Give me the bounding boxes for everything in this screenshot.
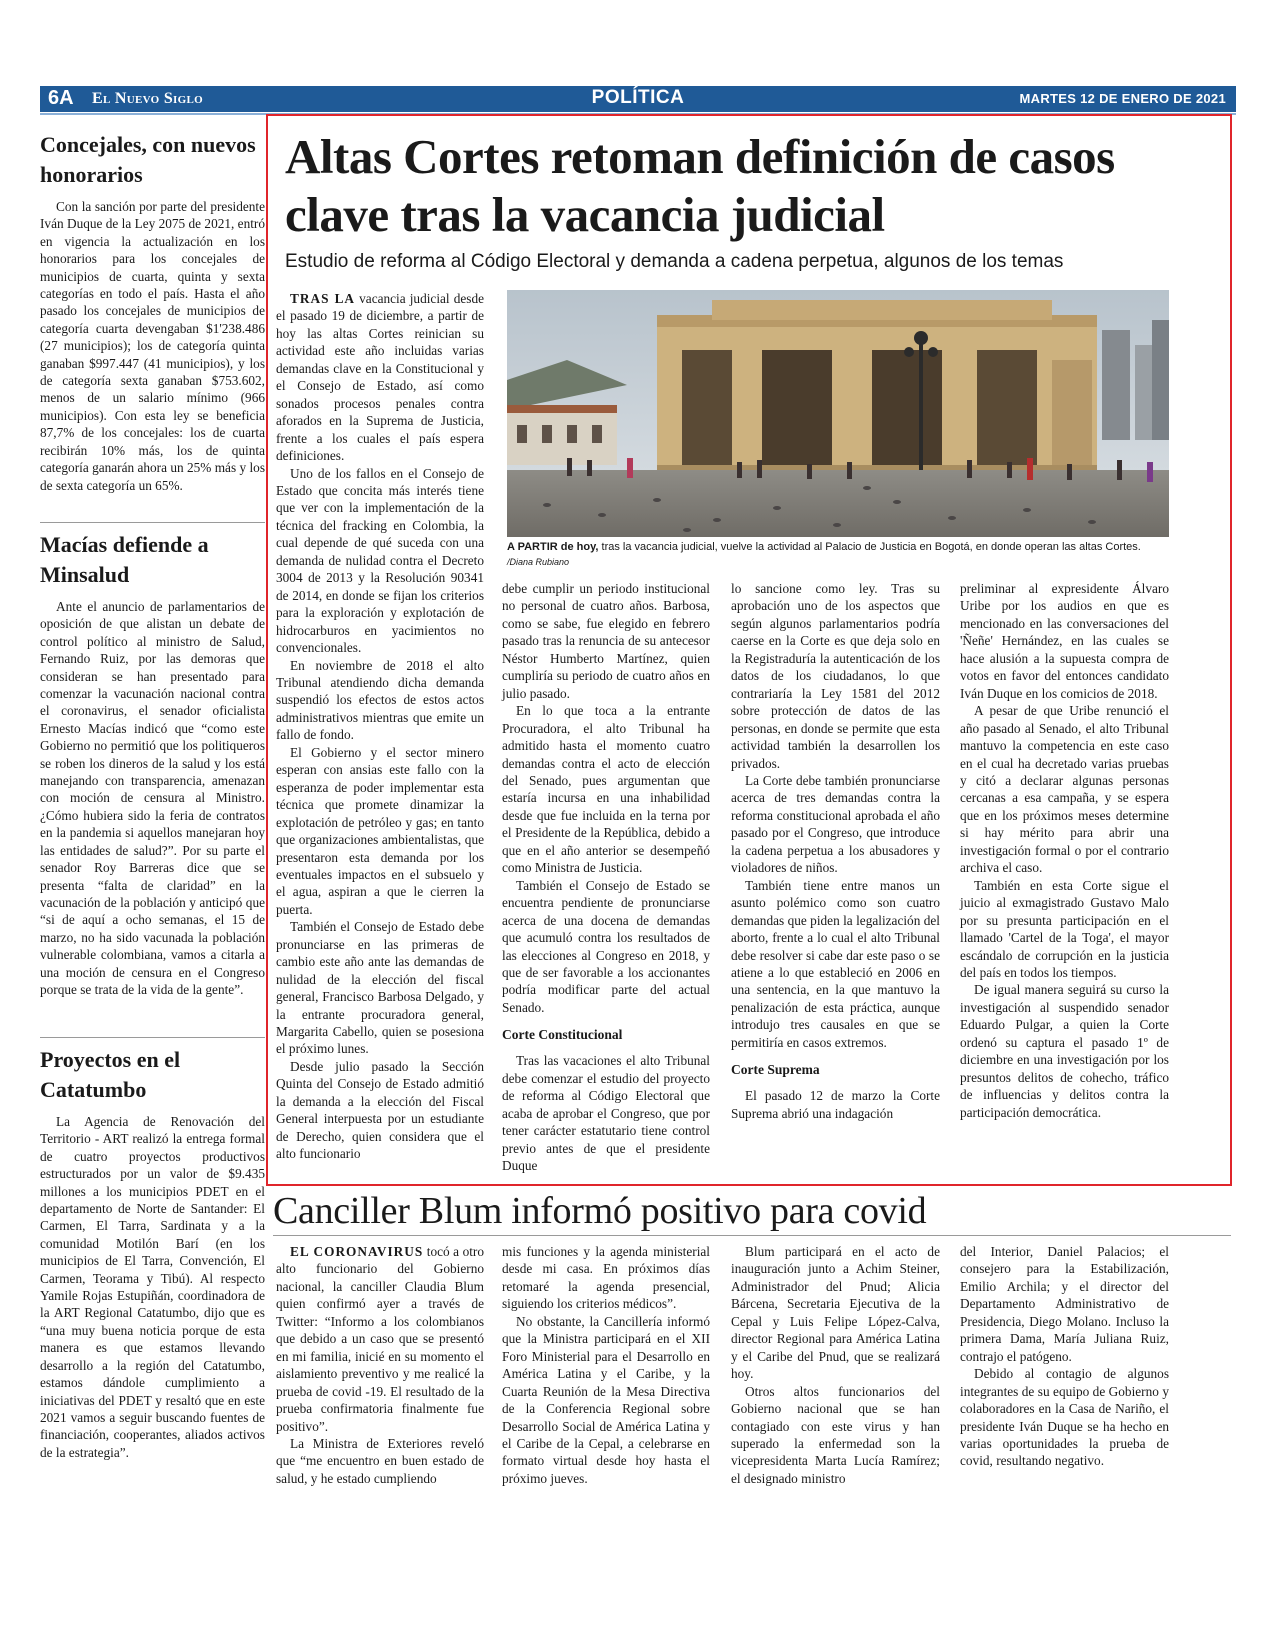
publication-name: El Nuevo Siglo — [92, 90, 203, 107]
paragraph: La Ministra de Exteriores reveló que “me encuentro en buen estado de salud, y he estado cumpliendo — [276, 1435, 484, 1486]
photo-credit: /Diana Rubiano — [507, 557, 570, 567]
paragraph: El Gobierno y el sector minero esperan con ansias este fallo con la esperanza de poder implementar esta técnica que promete dinamizar la explotación de petróleo y gas; en tanto que organizaciones ambientalistas, que presentaron esta demanda por los eventuales impactos en el subsuelo y el agua, aspiran a que le cierren la puerta. — [276, 744, 484, 917]
paragraph: También el Consejo de Estado debe pronunciarse en las primeras de cambio este año ante las demandas de nulidad de la elección del fiscal general, Francisco Barbosa Delgado, y la entrante procuradora general, Margarita Cabello, quien se posesiona el próximo lunes. — [276, 919, 484, 1057]
paragraph: Desde julio pasado la Sección Quinta del Consejo de Estado admitió la demanda a la elección del Fiscal General interpuesta por un estudiante de Derecho, quien considera que el alto funcionario — [276, 1058, 484, 1162]
paragraph: Tras las vacaciones el alto Tribunal debe comenzar el estudio del proyecto de reforma al Código Electoral que acaba de aprobar el Congreso, que por tener carácter estatutario tiene control previo antes de que el presidente Duque — [502, 1053, 710, 1174]
second-article-column-1 — [276, 1243, 484, 1487]
page-number: 6A — [48, 87, 74, 109]
paragraph: También en esta Corte sigue el juicio al exmagistrado Gustavo Malo por su presunta participación en el llamado 'Cartel de la Toga', el mayor escándalo de corrupción en la justicia del país en todos los tiempos. — [960, 877, 1169, 980]
subhead-corte-suprema: Corte Suprema — [731, 1062, 820, 1078]
sidebar-story-body: La Agencia de Renovación del Territorio - ART realizó la entrega formal de cuatro proyectos productivos estructurados por un valor de $9.435 millones a los municipios PDET en el departamento de Norte de Santander: El Carmen, El Tarra, Sardinata y a la comunidad Motilón Barí (en los municipios de El Tarra, Convención, El Carmen, Teorama y Tibú). Al respecto Yamile Rojas Estupiñán, coordinadora de la ART Regional Catatumbo, dijo que es “una muy buena noticia porque de esta manera es que estamos llevando desarrollo a la región del Catatumbo, estamos dándole cumplimiento a iniciativas del PDET y resaltó que en este 2021 vamos a seguir buscando fuentes de financiación, cooperantes, aliados activos de la estrategia”. — [40, 1114, 265, 1460]
lead-in: EL CORONAVIRUS — [290, 1244, 424, 1259]
main-article-column-2 — [502, 580, 710, 1175]
sidebar-story-2 — [40, 530, 265, 998]
sidebar-story-1 — [40, 130, 265, 494]
paragraph: La Corte debe también pronunciarse acerca de tres demandas contra la reforma constitucional aprobada el año pasado por el Congreso, que introduce la cadena perpetua a los abusadores y violadores de niños. — [731, 772, 940, 876]
sidebar-story-title: Macías defiende a Minsalud — [40, 532, 209, 587]
paragraph: tocó a otro alto funcionario del Gobierno nacional, la canciller Claudia Blum quien confirmó ayer a través de Twitter: “Informo a los colombianos que debido a un caso que se presentó en mi familia, inicié en su momento el aislamiento preventivo y me realicé la prueba de covid -19. El resultado de la prueba confirmatoria finalmente fue positivo”. — [276, 1244, 485, 1434]
second-headline: Canciller Blum informó positivo para covid — [273, 1190, 927, 1232]
photo-caption — [507, 540, 1169, 570]
paragraph: A pesar de que Uribe renunció el año pasado al Senado, el alto Tribunal mantuvo la competencia en este caso en el cual ha decretado varias pruebas y citó a declarar algunas personas cercanas a esa campaña, y se espera que en los próximos meses determine si hay mérito para abrir una investigación formal o por el contrario archiva el caso. — [960, 703, 1169, 876]
main-article-column-3 — [731, 580, 940, 1122]
main-subheadline: Estudio de reforma al Código Electoral y demanda a cadena perpetua, algunos de los temas — [285, 251, 1064, 272]
main-article-column-1 — [276, 290, 484, 1163]
main-headline: Altas Cortes retoman definición de casos clave tras la vacancia judicial — [285, 129, 1115, 242]
sidebar-story-body: Con la sanción por parte del presidente Iván Duque de la Ley 2075 de 2021, entró en vigencia la actualización en los honorarios para los concejales de municipios de cuarta, quinta y sexta categorías en todo el país. Hasta el año pasado los concejales de municipios de categoría cuarta devengaban $1'238.486 (27 municipios); los de categoría quinta ganaban $997.447 (41 municipios), y los de categoría sexta ganaban $753.602, menos de un salario mínimo (966 municipios). Con esta ley se beneficia 87,7% de los concejales: los de cuarta recibirán 10% más, los de quinta categoría ganarán ahora un 25% más y los de sexta categoría un 65%. — [40, 199, 265, 493]
second-headline-rule — [273, 1235, 1231, 1236]
paragraph: Debido al contagio de algunos integrantes de su equipo de Gobierno y colaboradores en la Casa de Nariño, el presidente Iván Duque se ha hecho en varias oportunidades la prueba de covid, resultando negativo. — [960, 1366, 1169, 1469]
paragraph: del Interior, Daniel Palacios; el consejero para la Estabilización, Emilio Archila; y el director del Departamento Administrativo de Presidencia, Diego Molano. Incluso la primera Dama, María Juliana Ruiz, contrajo el patógeno. — [960, 1244, 1169, 1364]
sidebar-divider — [40, 1037, 265, 1038]
sidebar-story-3 — [40, 1045, 265, 1461]
paragraph: También el Consejo de Estado se encuentra pendiente de pronunciarse acerca de una docena de demandas que acumuló contra los resultados de las elecciones al Congreso en 2018, y que de ser favorable a los accionantes podría modificar parte del actual Senado. — [502, 877, 710, 1015]
sidebar-story-title: Concejales, con nuevos honorarios — [40, 132, 256, 187]
sidebar-story-body: Ante el anuncio de parlamentarios de oposición de que alistan un debate de control político al ministro de Salud, Fernando Ruiz, por las demoras que consideran se han presentado para comenzar la vacunación nacional contra el coronavirus, el senador oficialista Ernesto Macías indicó que “como este Gobierno no permitió que los politiqueros se roben los dineros de la salud y los está manejando con transparencia, amenazan con moción de censura al Ministro. ¿Cómo hubiera sido la feria de contratos en la pandemia si aquellos manejaran hoy las entidades de salud?”. Por su parte el senador Roy Barreras dice que se presenta “falta de claridad” en la vacunación de la población y anticipó que “si de aquí a ocho semanas, el 15 de marzo, no ha sido vacunada la población vulnerable colombiana, vamos a citarla a una moción de censura en el Congreso porque se trata de la vida de la gente”. — [40, 599, 265, 997]
paragraph: Otros altos funcionarios del Gobierno nacional que se han contagiado con este virus y han superado la enfermedad son la vicepresidenta Marta Lucía Ramírez; el designado ministro — [731, 1383, 940, 1486]
caption-lead: A PARTIR de hoy, — [507, 541, 599, 553]
paragraph: mis funciones y la agenda ministerial desde mi casa. En próximos días retomaré la agenda presencial, siguiendo los criterios médicos”. — [502, 1244, 710, 1312]
paragraph: No obstante, la Cancillería informó que la Ministra participará en el XII Foro Ministerial para el Desarrollo en América Latina y el Caribe, y la Cuarta Reunión de la Mesa Directiva de la Conferencia Regional sobre Desarrollo Social de América Latina y el Caribe de la Cepal, a celebrarse en formato virtual desde hoy hasta el próximo jueves. — [502, 1313, 710, 1486]
second-article-column-2 — [502, 1243, 710, 1487]
lead-in: TRAS LA — [290, 291, 356, 306]
paragraph: En noviembre de 2018 el alto Tribunal atendiendo dicha demanda suspendió los efectos de estos actos administrativos mientras que emite un fallo de fondo. — [276, 657, 484, 743]
paragraph: lo sancione como ley. Tras su aprobación uno de los aspectos que según algunos parlamentarios podría caerse en la Corte es que deja solo en la Registraduría la autenticación de los datos de los ciudadanos, lo que contrariaría la Ley 1581 del 2012 sobre protección de datos de las personas, en donde se permite que esta actividad también la desarrollen los privados. — [731, 581, 940, 771]
paragraph: También tiene entre manos un asunto polémico como son cuatro demandas que piden la legalización del aborto, frente a lo cual el alto Tribunal debe resolver si cabe dar este paso o se atiene a lo que estableció en 2006 en una sentencia, en la que mantuvo la penalización de esta práctica, aunque introdujo tres causales en que se permitiría en casos extremos. — [731, 877, 940, 1050]
palace-of-justice-photo — [507, 290, 1169, 537]
paragraph: El pasado 12 de marzo la Corte Suprema abrió una indagación — [731, 1088, 940, 1121]
paragraph: De igual manera seguirá su curso la investigación al suspendido senador Eduardo Pulgar, a quien la Corte ordenó su captura el pasado 1º de diciembre en una investigación por los presuntos delitos de cohecho, tráfico de influencias y delitos contra la participación democrática. — [960, 982, 1169, 1120]
page-header-bar — [40, 86, 1236, 112]
subhead-corte-constitucional: Corte Constitucional — [502, 1027, 623, 1043]
paragraph: Blum participará en el acto de inauguración junto a Achim Steiner, Administrador del Pnud; Alicia Bárcena, Secretaria Ejecutiva de la Cepal y Luis Felipe López-Calva, director Regional para América Latina y el Caribe del Pnud, que se realizará hoy. — [731, 1244, 940, 1382]
issue-date: MARTES 12 DE ENERO DE 2021 — [1019, 91, 1226, 106]
paragraph: En lo que toca a la entrante Procuradora, el alto Tribunal ha admitido hasta el momento cuatro demandas contra el acto de elección del Senado, pues argumentan que estaría incursa en una inhabilidad desde que fue incluida en la terna por el Presidente de la República, debido a que en el año anterior se desempeñó como Ministra de Justicia. — [502, 703, 710, 876]
section-title: POLÍTICA — [591, 87, 685, 108]
paragraph: debe cumplir un periodo institucional no personal de cuatro años. Barbosa, como se sabe, fue elegido en febrero pasado tras la renuncia de su antecesor Néstor Humberto Martínez, quien cumpliría su periodo de cuatro años en julio pasado. — [502, 581, 710, 701]
paragraph: Uno de los fallos en el Consejo de Estado que concita más interés tiene que ver con la implementación de la técnica del fracking en Colombia, la cual depende de qué suceda con una demanda de nulidad contra el Decreto 3004 de 2013 y la Resolución 90341 de 2014, en donde se fijan los criterios para la exploración y explotación de hidrocarburos en yacimientos no convencionales. — [276, 465, 484, 656]
sidebar-divider — [40, 522, 265, 523]
second-article-column-4 — [960, 1243, 1169, 1470]
main-article-column-4 — [960, 580, 1169, 1121]
paragraph: vacancia judicial desde el pasado 19 de diciembre, a partir de hoy las altas Cortes reinician su actividad este año incluidas varias demandas clave en la Constitucional y el Consejo de Estado, así como sonados procesos penales contra aforados en la Suprema de Justicia, frente a los cuales el país espera definiciones. — [276, 291, 484, 464]
paragraph: preliminar al expresidente Álvaro Uribe por los audios en que es mencionado en las conversaciones del 'Ñeñe' Hernández, en las cuales se hace alusión a la supuesta compra de votos en favor del entonces candidato Iván Duque en los comicios de 2018. — [960, 581, 1169, 701]
caption-text: tras la vacancia judicial, vuelve la actividad al Palacio de Justicia en Bogotá, en donde operan las altas Cortes. — [598, 541, 1141, 553]
second-article-column-3 — [731, 1243, 940, 1487]
sidebar-story-title: Proyectos en el Catatumbo — [40, 1047, 181, 1102]
